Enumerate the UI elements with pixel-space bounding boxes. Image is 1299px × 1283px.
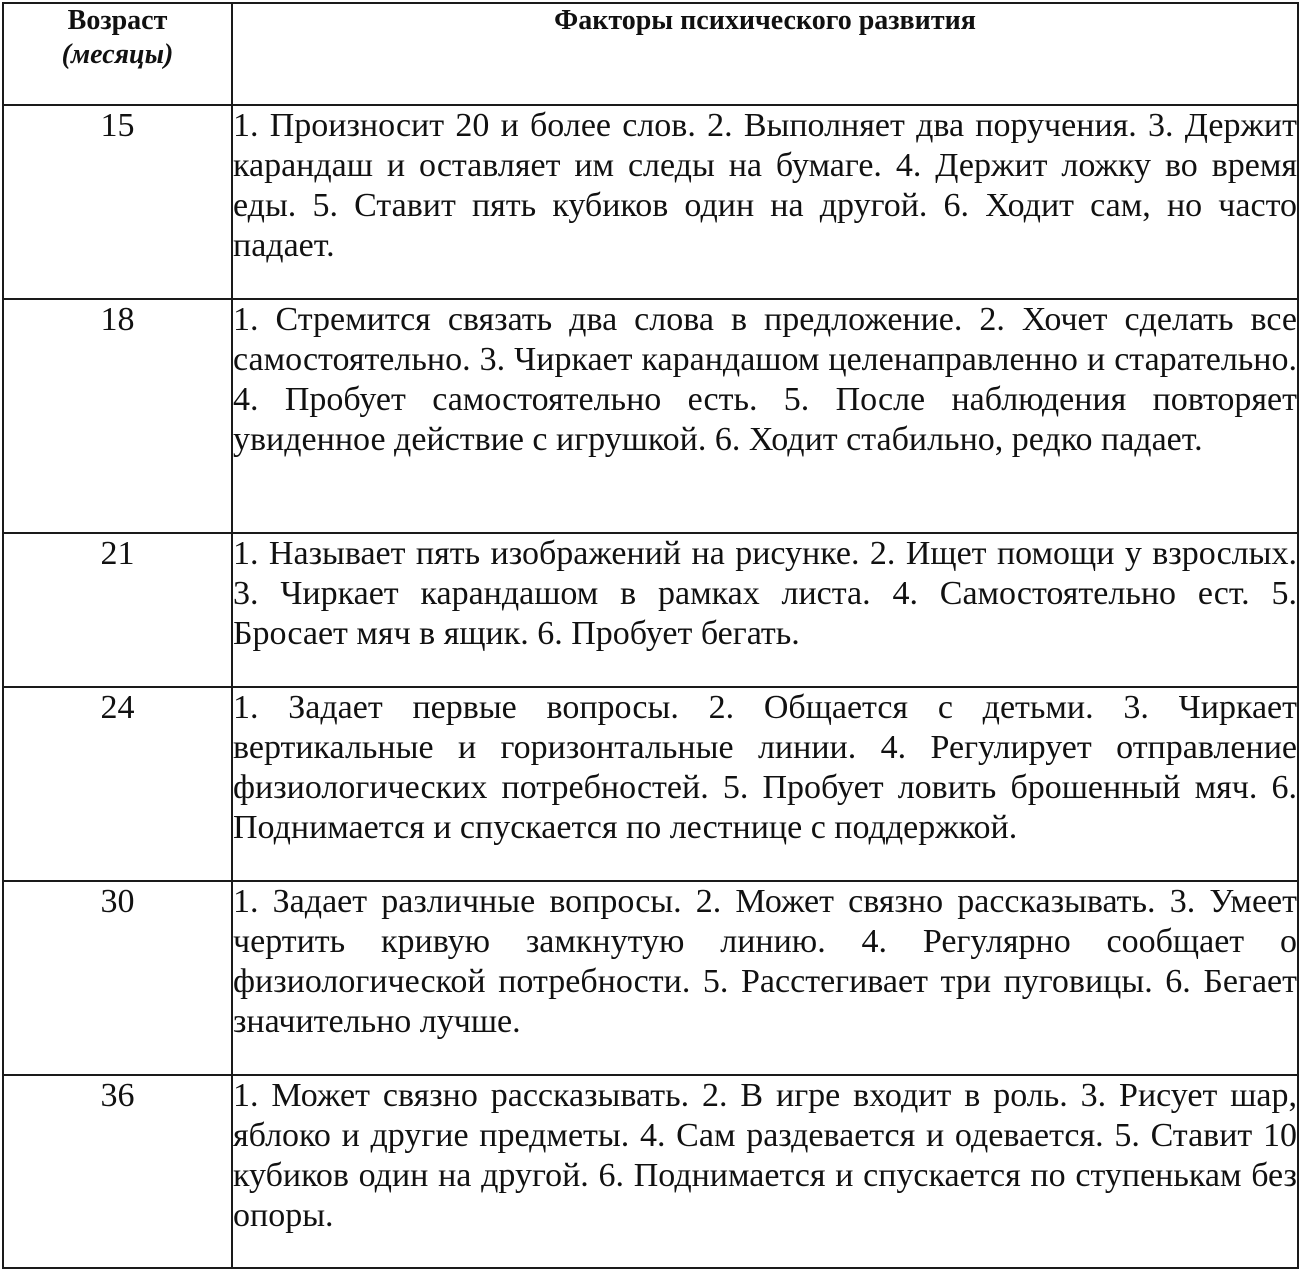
factors-cell: 1. Стремится связать два слова в предложение. 2. Хочет сделать все самостоятельно. 3. Чиркает карандашом целенаправленно и старательно. 4. Пробует самостоятельно есть. 5. После наблюдения повторяет увиденное действие с игрушкой. 6. Ходит стабильно, редко падает. xyxy=(232,299,1298,533)
development-table xyxy=(2,2,1299,1269)
factors-column-header: Факторы психического развития xyxy=(232,3,1298,105)
table-row xyxy=(3,299,1298,533)
age-cell: 24 xyxy=(3,687,232,881)
factors-cell: 1. Может связно рассказывать. 2. В игре входит в роль. 3. Рисует шар, яблоко и другие предметы. 4. Сам раздевается и одевается. 5. Ставит 10 кубиков один на другой. 6. Поднимается и спускается по ступенькам без опоры. xyxy=(232,1075,1298,1268)
table-row xyxy=(3,687,1298,881)
age-column-header xyxy=(3,3,232,105)
table-row xyxy=(3,533,1298,687)
age-cell: 30 xyxy=(3,881,232,1075)
factors-cell: 1. Называет пять изображений на рисунке. 2. Ищет помощи у взрослых. 3. Чиркает карандашом в рамках листа. 4. Самостоятельно ест. 5. Бросает мяч в ящик. 6. Пробует бегать. xyxy=(232,533,1298,687)
table-header-row xyxy=(3,3,1298,105)
table-row xyxy=(3,1075,1298,1268)
age-cell: 36 xyxy=(3,1075,232,1268)
age-cell: 21 xyxy=(3,533,232,687)
factors-cell: 1. Задает различные вопросы. 2. Может связно рассказывать. 3. Умеет чертить кривую замкнутую линию. 4. Регулярно сообщает о физиологической потребности. 5. Расстегивает три пуговицы. 6. Бегает значительно лучше. xyxy=(232,881,1298,1075)
factors-cell: 1. Задает первые вопросы. 2. Общается с детьми. 3. Чиркает вертикальные и горизонтальные линии. 4. Регулирует отправление физиологических потребностей. 5. Пробует ловить брошенный мяч. 6. Поднимается и спускается по лестнице с поддержкой. xyxy=(232,687,1298,881)
factors-cell: 1. Произносит 20 и более слов. 2. Выполняет два поручения. 3. Держит карандаш и оставляет им следы на бумаге. 4. Держит ложку во время еды. 5. Ставит пять кубиков один на другой. 6. Ходит сам, но часто падает. xyxy=(232,105,1298,299)
table-row xyxy=(3,881,1298,1075)
table-row xyxy=(3,105,1298,299)
age-header-unit: (месяцы) xyxy=(61,39,174,70)
age-header-label: Возраст xyxy=(67,5,168,36)
age-cell: 18 xyxy=(3,299,232,533)
age-cell: 15 xyxy=(3,105,232,299)
